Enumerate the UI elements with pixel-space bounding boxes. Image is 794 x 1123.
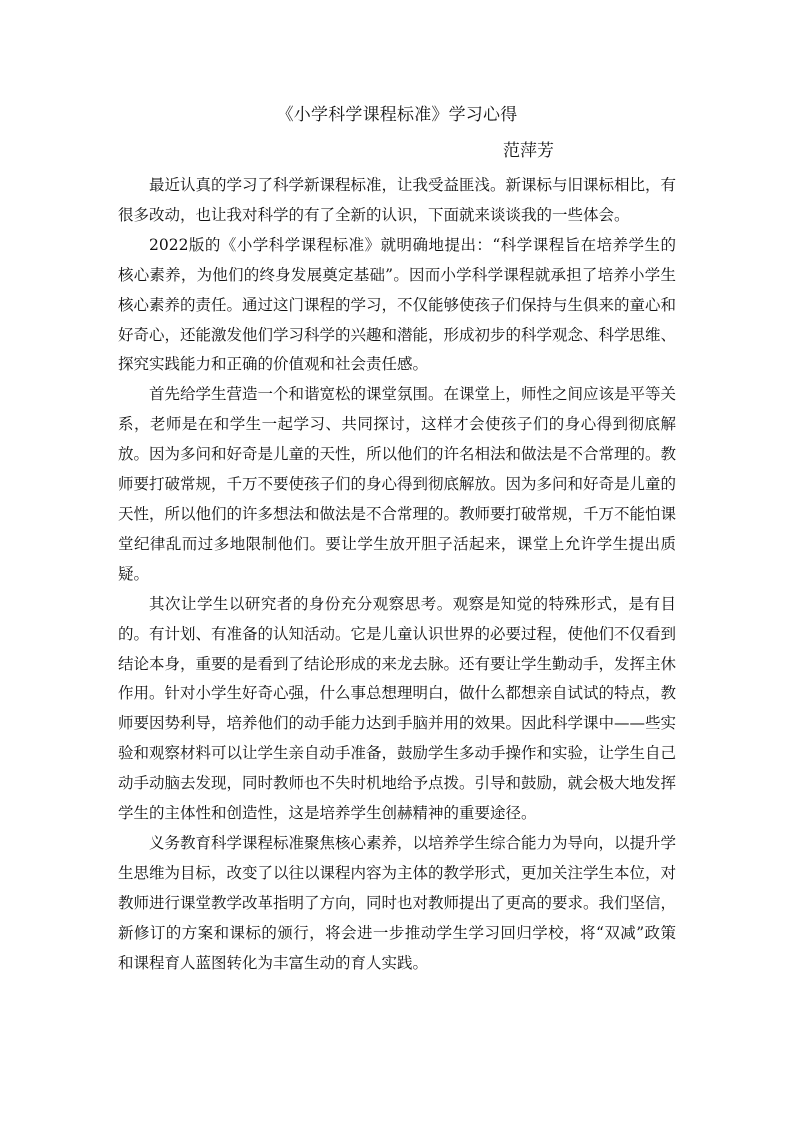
document-body [118, 171, 676, 978]
paragraph-classroom-atmosphere: 首先给学生营造一个和谐宽松的课堂氛围。在课堂上，师性之间应该是平等关系，老师是在和学生一起学习、共同探讨，这样才会使孩子们的身心得到彻底解放。因为多问和好奇是儿童的天性，所以他们的许名相法和做法是不合常理的。教师要打破常规，千万不要使孩子们的身心得到彻底解放。因为多问和好奇是儿童的天性，所以他们的许多想法和做法是不合常理的。教师要打破常规，千万不能怕课堂纪律乱而过多地限制他们。要让学生放开胆子活起来，课堂上允许学生提出质疑。 [118, 385, 677, 583]
paragraph-conclusion: 义务教育科学课程标准聚焦核心素养，以培养学生综合能力为导向，以提升学生思维为目标，改变了以往以课程内容为主体的教学形式，更加关注学生本位，对教师进行课堂教学改革指明了方向，同时也对教师提出了更高的要求。我们坚信，新修订的方案和课标的颁行，将会进一步推动学生学习回归学校，将“双减”政策和课程育人蓝图转化为丰富生动的育人实践。 [118, 833, 677, 972]
author-name: 范萍芳 [503, 141, 554, 161]
paragraph-standard: 2022版的《小学科学课程标准》就明确地提出：“科学课程旨在培养学生的核心素养，为他们的终身发展奠定基础”。因而小学科学课程就承担了培养小学生核心素养的责任。通过这门课程的学习，不仅能够使孩子们保持与生俱来的童心和好奇心，还能激发他们学习科学的兴趣和潜能，形成初步的科学观念、科学思维、探究实践能力和正确的价值观和社会责任感。 [118, 235, 677, 374]
document-title: 《小学科学课程标准》学习心得 [276, 105, 518, 125]
paragraph-intro: 最近认真的学习了科学新课程标准，让我受益匪浅。新课标与旧课标相比，有很多改动，也让我对科学的有了全新的认识，下面就来谈谈我的一些体会。 [118, 176, 677, 224]
paragraph-observation: 其次让学生以研究者的身份充分观察思考。观察是知觉的特殊形式，是有目的。有计划、有准备的认知活动。它是儿童认识世界的必要过程，使他们不仅看到结论本身，重要的是看到了结论形成的来龙去脉。还有要让学生勤动手，发挥主休作用。针对小学生好奇心强，什么事总想理明白，做什么都想亲自试试的特点，教师要因势利导，培养他们的动手能力达到手脑并用的效果。因此科学课中——些实验和观察材料可以让学生亲自动手准备，鼓励学生多动手操作和实验，让学生自己动手动脑去发现，同时教师也不失时机地给予点拨。引导和鼓励，就会极大地发挥学生的主体性和创造性，这是培养学生创赫精神的重要途径。 [118, 594, 677, 823]
